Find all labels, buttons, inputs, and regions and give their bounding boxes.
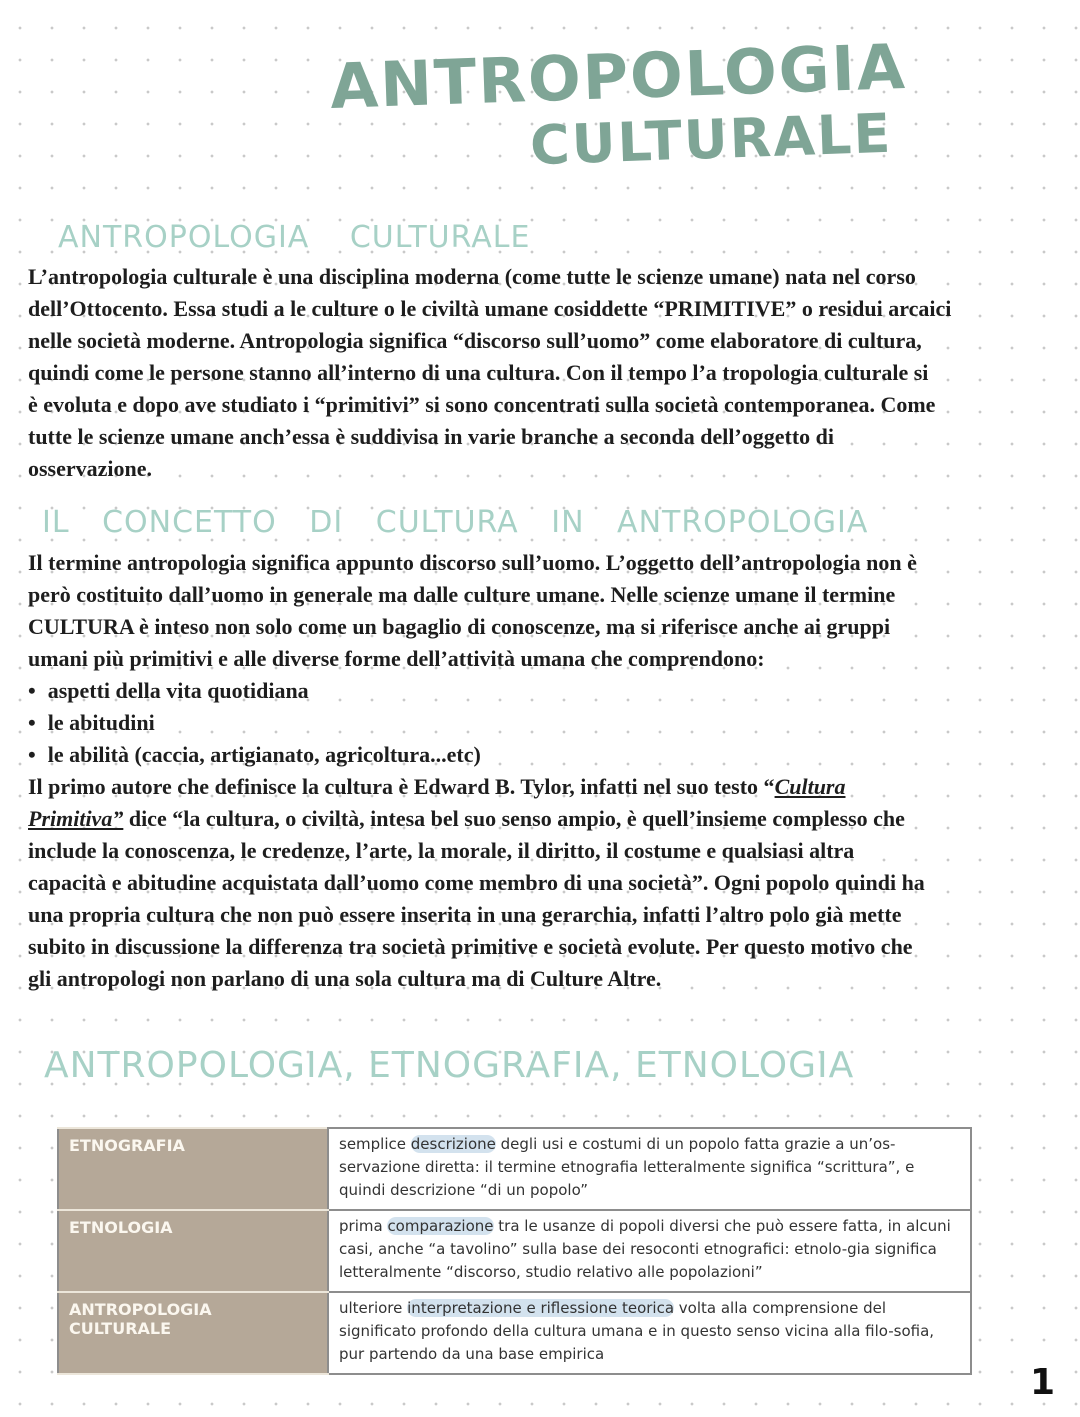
text-line: tutte le scienze umane anch’essa è suddivisa in varie branche a seconda dell’oggetto di xyxy=(28,424,835,449)
page-title-line1: ANTROPOLOGIA xyxy=(328,29,908,124)
text-line: L’antropologia culturale è una disciplina moderna (come tutte le scienze umane) nata nel corso xyxy=(28,264,916,289)
text-line: una propria cultura che non può essere inserita in una gerarchia, infatti l’altro polo già mette xyxy=(28,902,902,927)
term-cell: ANTROPOLOGIA CULTURALE xyxy=(58,1292,328,1374)
table-row xyxy=(58,1128,971,1210)
bullet-item: • aspetti della vita quotidiana xyxy=(28,675,925,707)
table-row xyxy=(58,1210,971,1292)
text-line: subito in discussione la differenza tra società primitive e società evolute. Per questo motivo che xyxy=(28,934,913,959)
definition-cell xyxy=(328,1292,971,1374)
text-line xyxy=(28,803,925,835)
text-line: osservazione. xyxy=(28,456,153,481)
highlighted-text: interpretazione e riflessione teorica xyxy=(407,1299,675,1317)
definition-cell xyxy=(328,1128,971,1210)
text-segment: Il primo autore che definisce la cultura è Edward B. Tylor, infatti nel suo testo “ xyxy=(28,774,775,799)
text-segment: semplice xyxy=(339,1135,411,1153)
text-segment: tra le usanze di popoli diversi che può essere fatta, in alcuni casi, anche “a tavolino” sulla base dei resoconti etnografici: etnolo-gia significa letteralmente “discorso, studio relativo alle popolazioni” xyxy=(339,1217,951,1281)
section-heading-antropologia-etnografia-etnologia: ANTROPOLOGIA, ETNOGRAFIA, ETNOLOGIA xyxy=(44,1045,855,1086)
text-line: umani più primitivi e alle diverse forme dell’attività umana che comprendono: xyxy=(28,646,765,671)
text-segment: dice “la cultura, o civiltà, intesa bel suo senso ampio, è quell’insieme complesso che xyxy=(123,806,905,831)
term-cell: ETNOLOGIA xyxy=(58,1210,328,1292)
page-number: 1 xyxy=(1030,1362,1056,1403)
table-row xyxy=(58,1292,971,1374)
text-line xyxy=(28,771,925,803)
book-title: Primitiva” xyxy=(28,806,124,831)
book-title: Cultura xyxy=(774,774,846,799)
text-line: dell’Ottocento. Essa studi a le culture o le civiltà umane cosiddette “PRIMITIVE” o residui arcaici xyxy=(28,296,952,321)
text-line: però costituito dall’uomo in generale ma dalle culture umane. Nelle scienze umane il termine xyxy=(28,582,896,607)
text-segment: prima xyxy=(339,1217,388,1235)
section2-paragraph xyxy=(28,547,925,995)
text-segment: degli usi e costumi di un popolo fatta grazie a un’os-servazione diretta: il termine etnografia letteralmente significa “scrittura”, e quindi descrizione “di un popolo” xyxy=(339,1135,915,1199)
highlighted-text: comparazione xyxy=(387,1217,494,1235)
page-title-line2: CULTURALE xyxy=(529,101,894,178)
definitions-table xyxy=(57,1127,972,1375)
term-cell: ETNOGRAFIA xyxy=(58,1128,328,1210)
section-heading-antropologia-culturale: ANTROPOLOGIA CULTURALE xyxy=(58,220,531,255)
text-line: Il termine antropologia significa appunto discorso sull’uomo. L’oggetto dell’antropologia non è xyxy=(28,550,917,575)
text-line: include la conoscenza, le credenze, l’arte, la morale, il diritto, il costume e qualsiasi altra xyxy=(28,838,855,863)
text-line: CULTURA è inteso non solo come un bagaglio di conoscenze, ma si riferisce anche ai gruppi xyxy=(28,614,891,639)
bullet-item: • le abitudini xyxy=(28,707,925,739)
definition-cell xyxy=(328,1210,971,1292)
text-line: è evoluta e dopo ave studiato i “primitivi” si sono concentrati sulla società contemporanea. Come xyxy=(28,392,936,417)
bullet-item: • le abilità (caccia, artigianato, agricoltura...etc) xyxy=(28,739,925,771)
text-line: gli antropologi non parlano di una sola cultura ma di Culture Altre. xyxy=(28,966,662,991)
text-line: nelle società moderne. Antropologia significa “discorso sull’uomo” come elaboratore di cultura, xyxy=(28,328,922,353)
text-segment: ulteriore xyxy=(339,1299,408,1317)
text-line: capacità e abitudine acquistata dall’uomo come membro di una società”. Ogni popolo quindi ha xyxy=(28,870,925,895)
text-segment: volta alla comprensione del significato profondo della cultura umana e in questo senso vicina alla filo-sofia, pur partendo da una base empirica xyxy=(339,1299,935,1363)
highlighted-text: descrizione xyxy=(410,1135,496,1153)
section-heading-concetto-cultura: IL CONCETTO DI CULTURA IN ANTROPOLOGIA xyxy=(42,505,869,540)
text-line: quindi come le persone stanno all’interno di una cultura. Con il tempo l’a tropologia culturale si xyxy=(28,360,929,385)
section1-paragraph xyxy=(28,261,951,485)
